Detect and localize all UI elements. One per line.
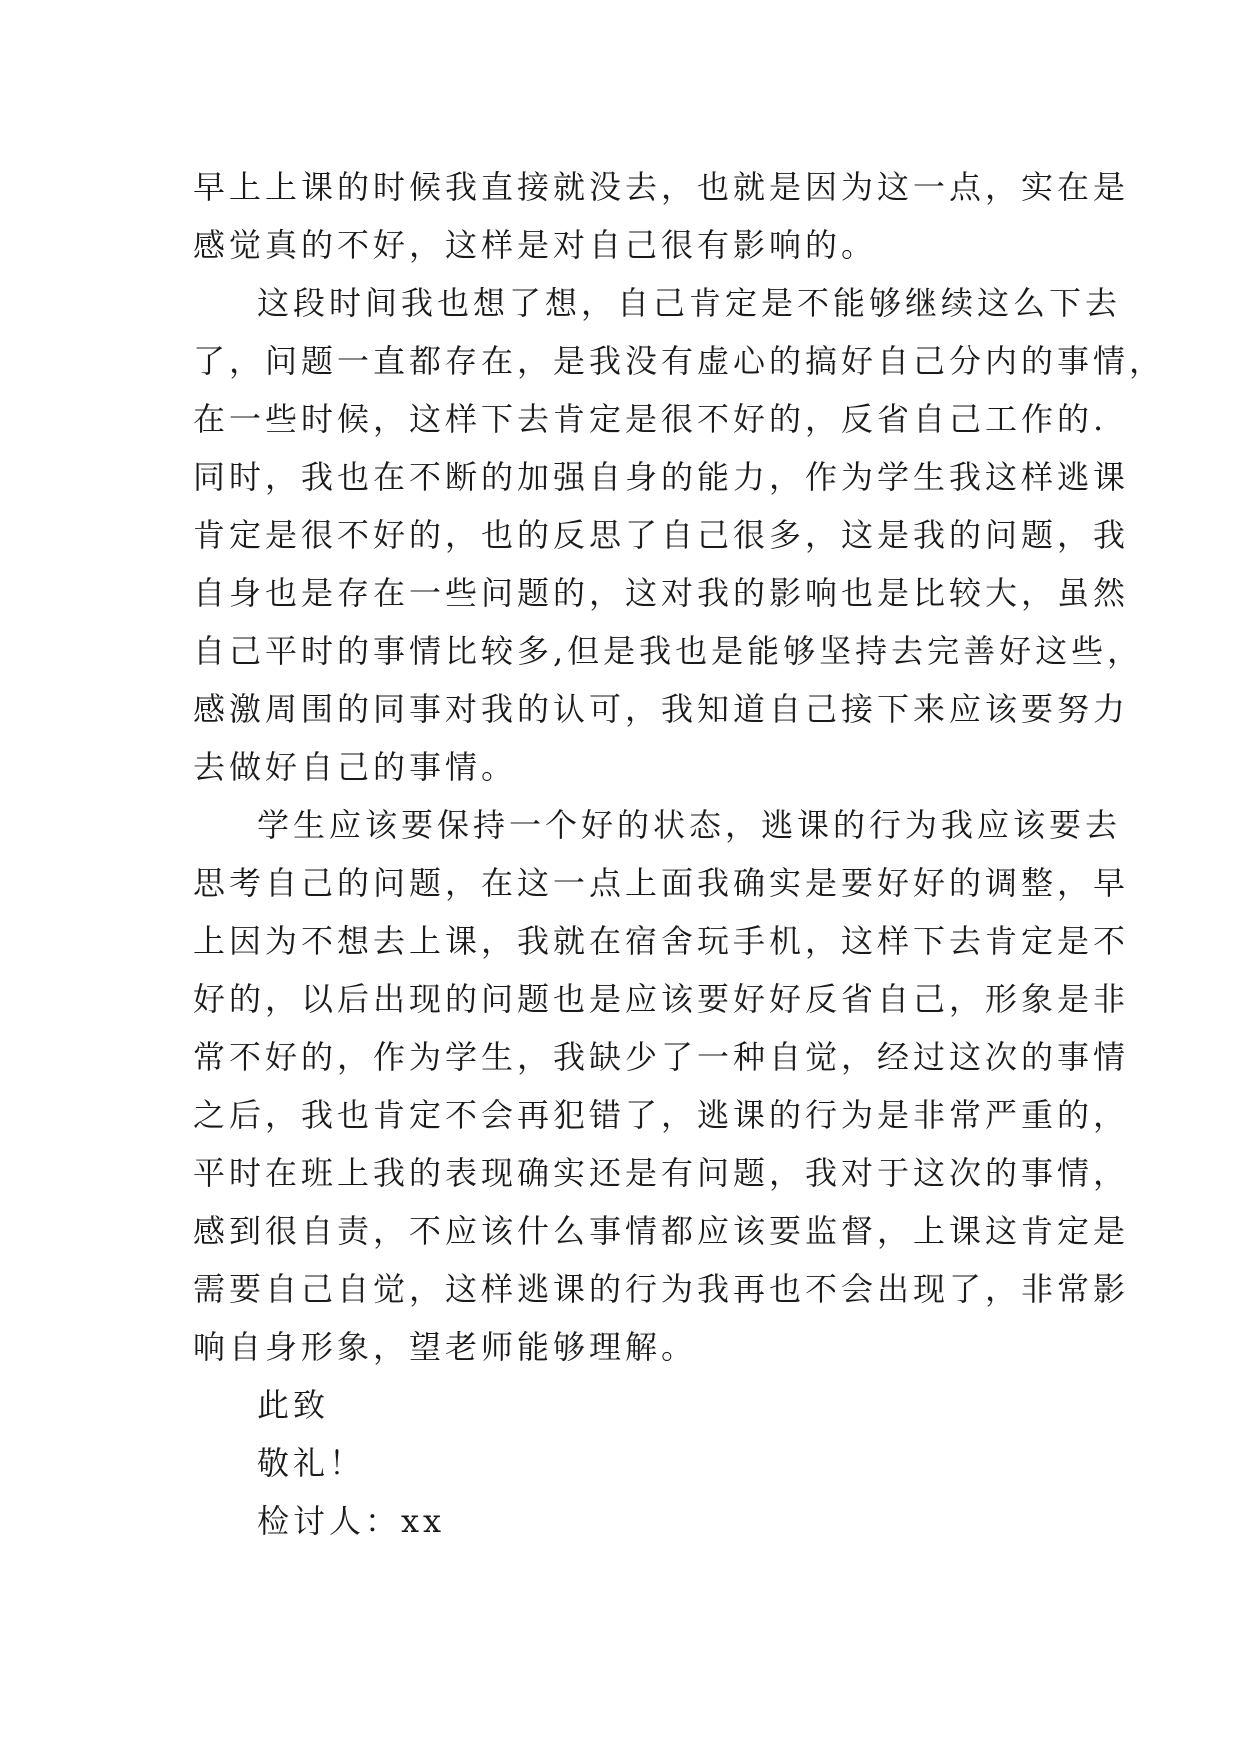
text-line: 肯定是很不好的，也的反思了自己很多，这是我的问题，我 — [193, 516, 1130, 554]
text-line: 自己平时的事情比较多,但是我也是能够坚持去完善好这些， — [193, 632, 1144, 670]
text-line: 平时在班上我的表现确实还是有问题，我对于这次的事情， — [193, 1154, 1130, 1192]
text-line: 感到很自责，不应该什么事情都应该要监督，上课这肯定是 — [193, 1212, 1130, 1250]
text-line: 这段时间我也想了想，自己肯定是不能够继续这么下去 — [257, 284, 1122, 322]
text-line: 好的，以后出现的问题也是应该要好好反省自己，形象是非 — [193, 980, 1130, 1018]
closing-salutation: 此致 — [257, 1386, 330, 1424]
text-line: 去做好自己的事情。 — [193, 748, 518, 786]
signature: 检讨人：xx — [257, 1502, 446, 1540]
text-line: 早上上课的时候我直接就没去，也就是因为这一点，实在是 — [193, 168, 1130, 206]
text-line: 之后，我也肯定不会再犯错了，逃课的行为是非常严重的， — [193, 1096, 1130, 1134]
text-line: 感觉真的不好，这样是对自己很有影响的。 — [193, 226, 878, 264]
paragraph-1 — [193, 158, 1130, 274]
text-line: 响自身形象，望老师能够理解。 — [193, 1328, 698, 1366]
text-line: 感激周围的同事对我的认可，我知道自己接下来应该要努力 — [193, 690, 1130, 728]
text-line: 上因为不想去上课，我就在宿舍玩手机，这样下去肯定是不 — [193, 922, 1130, 960]
paragraph-3 — [193, 796, 1130, 1376]
text-line: 需要自己自觉，这样逃课的行为我再也不会出现了，非常影 — [193, 1270, 1130, 1308]
letter-body — [193, 158, 1166, 1550]
text-line: 自身也是存在一些问题的，这对我的影响也是比较大，虽然 — [193, 574, 1130, 612]
text-line: 学生应该要保持一个好的状态，逃课的行为我应该要去 — [257, 806, 1122, 844]
paragraph-2 — [193, 274, 1166, 796]
text-line: 了，问题一直都存在，是我没有虚心的搞好自己分内的事情， — [193, 342, 1166, 380]
text-line: 同时，我也在不断的加强自身的能力，作为学生我这样逃课 — [193, 458, 1130, 496]
text-line: 思考自己的问题，在这一点上面我确实是要好好的调整，早 — [193, 864, 1130, 902]
text-line: 常不好的，作为学生，我缺少了一种自觉，经过这次的事情 — [193, 1038, 1130, 1076]
text-line: 在一些时候，这样下去肯定是很不好的，反省自己工作的. — [193, 400, 1108, 438]
closing-regards: 敬礼！ — [257, 1444, 366, 1482]
